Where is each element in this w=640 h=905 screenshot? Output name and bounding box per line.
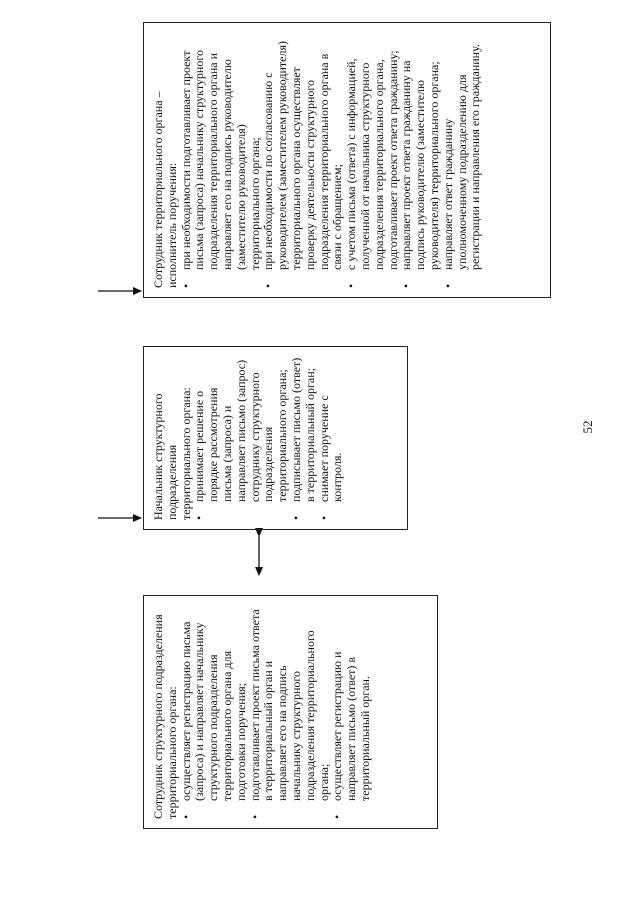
list-item: • принимает решение о порядке рассмотрения письма (запроса) и направляет письмо (запрос) сотруднику структурного подразделения территориального органа; (193, 357, 290, 520)
list-item: • осуществляет регистрацию и направляет письмо (ответ) в территориальный орган. (331, 606, 372, 819)
executor-box (143, 22, 551, 298)
list-item: • с учетом письма (ответа) с информацией, полученной от начальника структурного подразделения территориального органа, подготавливает проект ответа гражданину; (345, 33, 400, 288)
head-box-list (193, 357, 345, 520)
list-item: • осуществляет регистрацию письма (запроса) и направляет начальнику структурного подразделения территориального органа для подготовки поручения; (180, 606, 249, 819)
list-item: • подготавливает проект письма ответа в территориальный орган и направляет его на подпись начальнику структурного подразделения территориального органа; (249, 606, 332, 819)
executor-box-title: Сотрудник территориального органа – исполнитель поручения: (151, 91, 179, 288)
head-box (143, 346, 408, 530)
staff-box (143, 595, 438, 829)
list-item: • направляет проект ответа гражданину на подпись руководителю (заместителю руководителя) территориального органа; (400, 33, 441, 288)
list-item: • снимает поручение с контроля. (318, 357, 346, 520)
list-item: • при необходимости подготавливает проект письма (запроса) начальнику структурного подразделения территориального органа и направляет его на подпись руководителю (заместителю руководителя) территориального органа; (180, 33, 263, 288)
list-item: • подписывает письмо (ответ) в территориальный орган; (290, 357, 318, 520)
staff-box-list (180, 606, 373, 819)
list-item: • при необходимости по согласованию с руководителем (заместителем руководителя) территориального органа осуществляет проверку деятельности структурного подразделения территориального органа в связи с обращением; (262, 33, 345, 288)
page-number: 52 (580, 420, 595, 434)
head-box-title: Начальник структурного подразделения территориального органа: (151, 387, 193, 520)
list-item: • направляет ответ гражданину уполномоченному подразделению для регистрации и направления его гражданину. (442, 33, 483, 288)
executor-box-list (180, 33, 484, 288)
staff-box-title: Сотрудник структурного подразделения территориального органа: (151, 614, 179, 819)
